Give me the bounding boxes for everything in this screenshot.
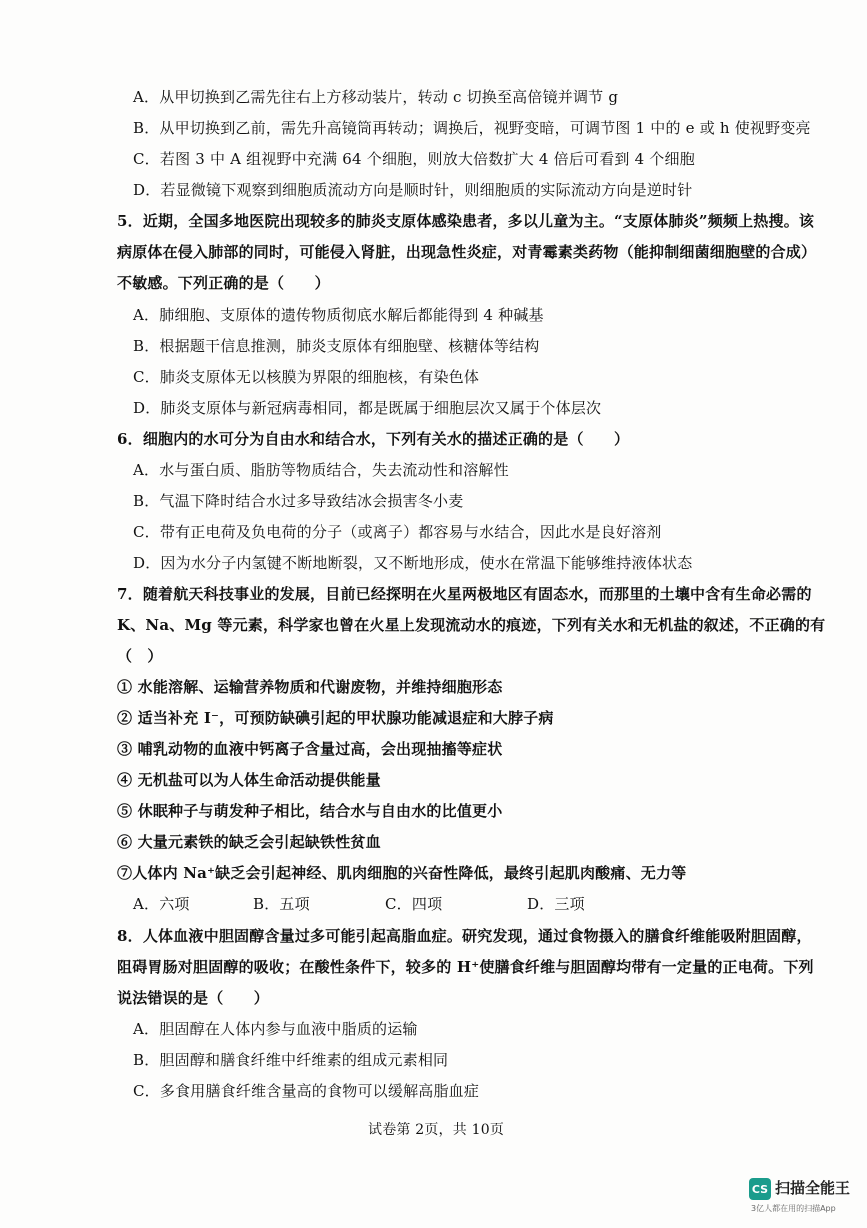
q7-stem-line-2: K、Na、Mg 等元素，科学家也曾在火星上发现流动水的痕迹，下列有关水和无机盐的叙述，不正确的有 <box>117 616 826 634</box>
q6-stem: 6．细胞内的水可分为自由水和结合水，下列有关水的描述正确的是（ ） <box>117 430 630 448</box>
q8-stem-line-2: 阻碍胃肠对胆固醇的吸收；在酸性条件下，较多的 H⁺使膳食纤维与胆固醇均带有一定量的正电荷。下列 <box>117 958 814 976</box>
q6-option-a: A．水与蛋白质、脂肪等物质结合，失去流动性和溶解性 <box>133 461 509 479</box>
q7-stem-line-3: （ ） <box>117 647 163 665</box>
q7-statement-1: ① 水能溶解、运输营养物质和代谢废物，并维持细胞形态 <box>117 678 503 696</box>
q7-statement-5: ⑤ 休眠种子与萌发种子相比，结合水与自由水的比值更小 <box>117 802 503 820</box>
q7-option-d: D．三项 <box>527 895 585 913</box>
q5-option-b: B．根据题干信息推测，肺炎支原体有细胞壁、核糖体等结构 <box>133 337 540 355</box>
q7-statement-7: ⑦人体内 Na⁺缺乏会引起神经、肌肉细胞的兴奋性降低，最终引起肌肉酸痛、无力等 <box>117 864 687 882</box>
q4-option-c: C．若图 3 中 A 组视野中充满 64 个细胞，则放大倍数扩大 4 倍后可看到 4 个细胞 <box>133 150 695 168</box>
page-footer: 试卷第 2页，共 10页 <box>368 1122 505 1138</box>
q7-option-b: B．五项 <box>253 895 310 913</box>
q8-stem-line-1: 8．人体血液中胆固醇含量过多可能引起高脂血症。研究发现，通过食物摄入的膳食纤维能吸附胆固醇， <box>117 927 812 945</box>
q5-option-c: C．肺炎支原体无以核膜为界限的细胞核，有染色体 <box>133 368 480 386</box>
q4-option-a: A．从甲切换到乙需先往右上方移动装片，转动 c 切换至高倍镜并调节 g <box>133 88 619 106</box>
q4-option-b: B．从甲切换到乙前，需先升高镜筒再转动；调换后，视野变暗，可调节图 1 中的 e 或 h 使视野变亮 <box>133 119 811 137</box>
q8-option-c: C．多食用膳食纤维含量高的食物可以缓解高脂血症 <box>133 1082 480 1100</box>
q5-stem-line-3: 不敏感。下列正确的是（ ） <box>117 274 330 292</box>
q6-option-c: C．带有正电荷及负电荷的分子（或离子）都容易与水结合，因此水是良好溶剂 <box>133 523 662 541</box>
q8-option-b: B．胆固醇和膳食纤维中纤维素的组成元素相同 <box>133 1051 449 1069</box>
q7-statement-2: ② 适当补充 I⁻，可预防缺碘引起的甲状腺功能减退症和大脖子病 <box>117 709 554 727</box>
camscanner-logo-icon: CS <box>749 1178 771 1200</box>
q8-option-a: A．胆固醇在人体内参与血液中脂质的运输 <box>133 1020 418 1038</box>
q5-stem-line-2: 病原体在侵入肺部的同时，可能侵入肾脏，出现急性炎症，对青霉素类药物（能抑制细菌细胞壁的合成） <box>117 243 817 261</box>
q4-option-d: D．若显微镜下观察到细胞质流动方向是顺时针，则细胞质的实际流动方向是逆时针 <box>133 181 693 199</box>
q5-option-d: D．肺炎支原体与新冠病毒相同，都是既属于细胞层次又属于个体层次 <box>133 399 602 417</box>
watermark-brand: 扫描全能王 <box>775 1179 851 1197</box>
q7-statement-6: ⑥ 大量元素铁的缺乏会引起缺铁性贫血 <box>117 833 381 851</box>
q6-option-b: B．气温下降时结合水过多导致结冰会损害冬小麦 <box>133 492 464 510</box>
q7-stem-line-1: 7．随着航天科技事业的发展，目前已经探明在火星两极地区有固态水，而那里的土壤中含有生命必需的 <box>117 585 812 603</box>
q8-stem-line-3: 说法错误的是（ ） <box>117 989 270 1007</box>
q7-option-a: A．六项 <box>133 895 190 913</box>
q5-option-a: A．肺细胞、支原体的遗传物质彻底水解后都能得到 4 种碱基 <box>133 306 544 324</box>
q6-option-d: D．因为水分子内氢键不断地断裂，又不断地形成，使水在常温下能够维持液体状态 <box>133 554 693 572</box>
watermark-tagline: 3亿人都在用的扫描App <box>751 1204 836 1213</box>
q5-stem-line-1: 5．近期，全国多地医院出现较多的肺炎支原体感染患者，多以儿童为主。“支原体肺炎”频频上热搜。该 <box>117 212 815 230</box>
q7-option-c: C．四项 <box>385 895 443 913</box>
q7-statement-3: ③ 哺乳动物的血液中钙离子含量过高，会出现抽搐等症状 <box>117 740 503 758</box>
q7-statement-4: ④ 无机盐可以为人体生命活动提供能量 <box>117 771 381 789</box>
